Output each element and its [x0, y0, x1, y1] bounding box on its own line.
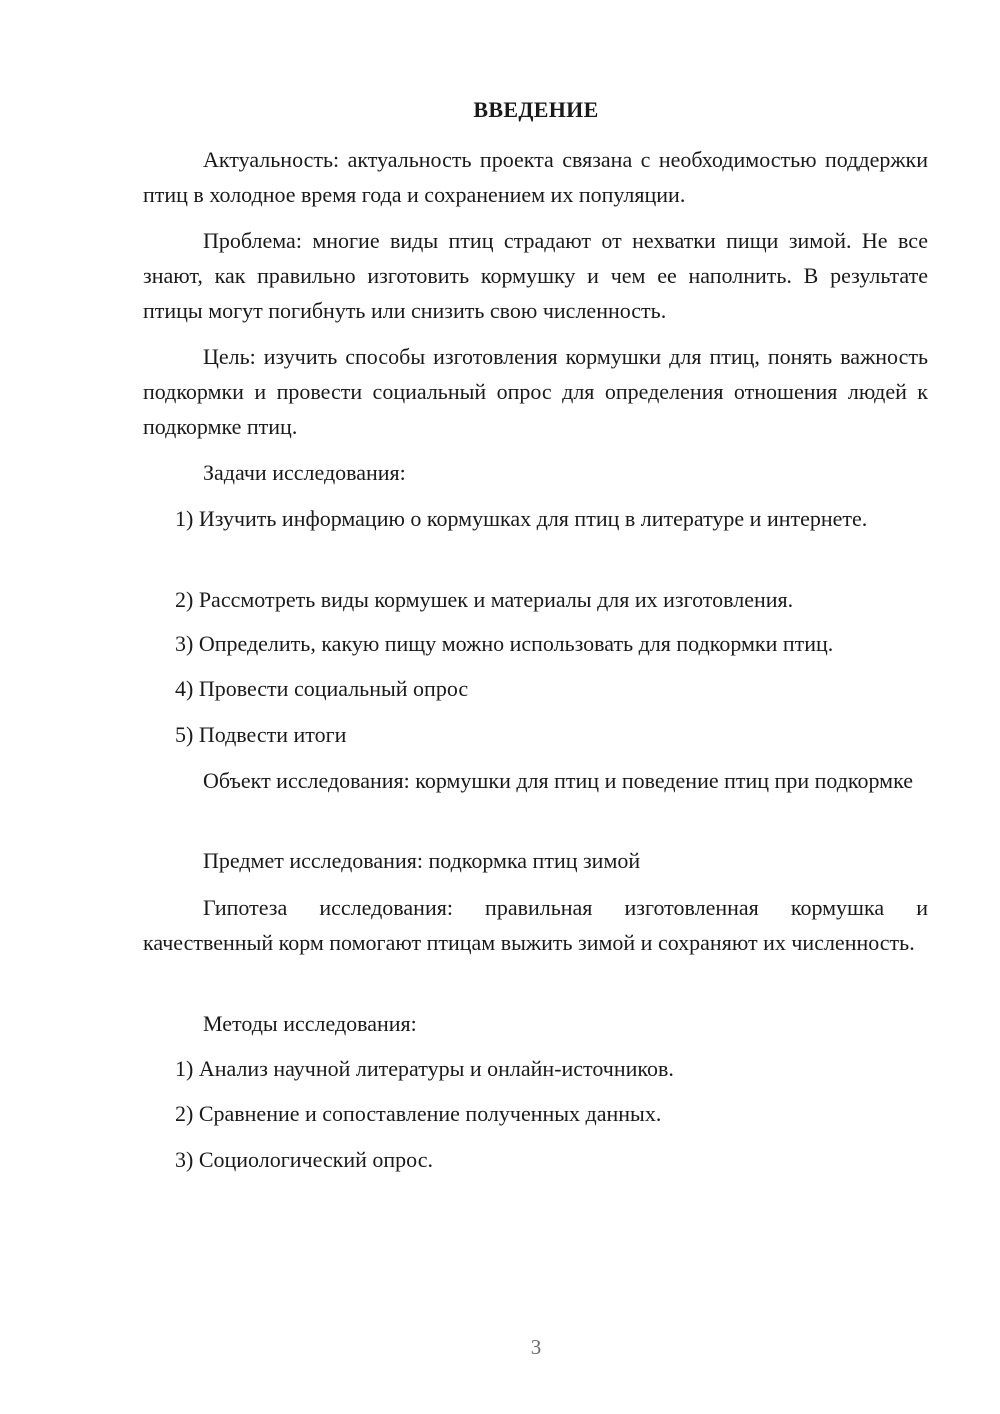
list-item-task-2: [143, 582, 928, 617]
paragraph-text: Задачи исследования:: [203, 460, 406, 485]
list-item-method-3: [143, 1142, 928, 1177]
list-item-text: 3) Социологический опрос.: [175, 1147, 433, 1172]
page-title: ВВЕДЕНИЕ: [473, 97, 599, 122]
page-number: 3: [530, 1335, 542, 1359]
list-item-method-1: [143, 1051, 928, 1086]
paragraph-text: Гипотеза исследования: правильная изготовленная кормушка и качественный корм помогают птицам выжить зимой и сохраняют их численность.: [143, 895, 928, 955]
paragraph-relevance: [143, 142, 928, 212]
paragraph-text: Актуальность: актуальность проекта связана с необходимостью поддержки птиц в холодное время года и сохранением их популяции.: [143, 147, 928, 207]
list-item-text: 4) Провести социальный опрос: [175, 676, 469, 701]
paragraph-text: Объект исследования: кормушки для птиц и поведение птиц при подкормке: [203, 768, 913, 793]
list-item-text: 5) Подвести итоги: [175, 722, 347, 747]
list-item-text: 1) Анализ научной литературы и онлайн-источников.: [175, 1056, 674, 1081]
list-item-text: 1) Изучить информацию о кормушках для птиц в литературе и интернете.: [175, 506, 868, 531]
list-item-text: 3) Определить, какую пищу можно использовать для подкормки птиц.: [175, 631, 834, 656]
list-item-task-5: [143, 717, 928, 752]
list-item-text: 2) Сравнение и сопоставление полученных данных.: [175, 1101, 662, 1126]
tasks-heading: [143, 455, 928, 490]
paragraph-text: Цель: изучить способы изготовления кормушки для птиц, понять важность подкормки и провести социальный опрос для определения отношения людей к подкормке птиц.: [143, 344, 928, 439]
paragraph-problem: [143, 223, 928, 328]
paragraph-object: [143, 763, 928, 798]
list-item-method-2: [143, 1096, 928, 1131]
paragraph-goal: [143, 339, 928, 444]
list-item-task-1: [143, 501, 928, 536]
paragraph-text: Предмет исследования: подкормка птиц зимой: [203, 848, 641, 873]
paragraph-text: Методы исследования:: [203, 1011, 417, 1036]
paragraph-subject: [143, 843, 928, 878]
list-item-text: 2) Рассмотреть виды кормушек и материалы для их изготовления.: [175, 587, 794, 612]
paragraph-text: Проблема: многие виды птиц страдают от нехватки пищи зимой. Не все знают, как правильно изготовить кормушку и чем ее наполнить. В результате птицы могут погибнуть или снизить свою численность.: [143, 228, 928, 323]
list-item-task-3: [143, 626, 928, 661]
list-item-task-4: [143, 671, 928, 706]
paragraph-hypothesis: [143, 890, 928, 960]
methods-heading: [143, 1006, 928, 1041]
